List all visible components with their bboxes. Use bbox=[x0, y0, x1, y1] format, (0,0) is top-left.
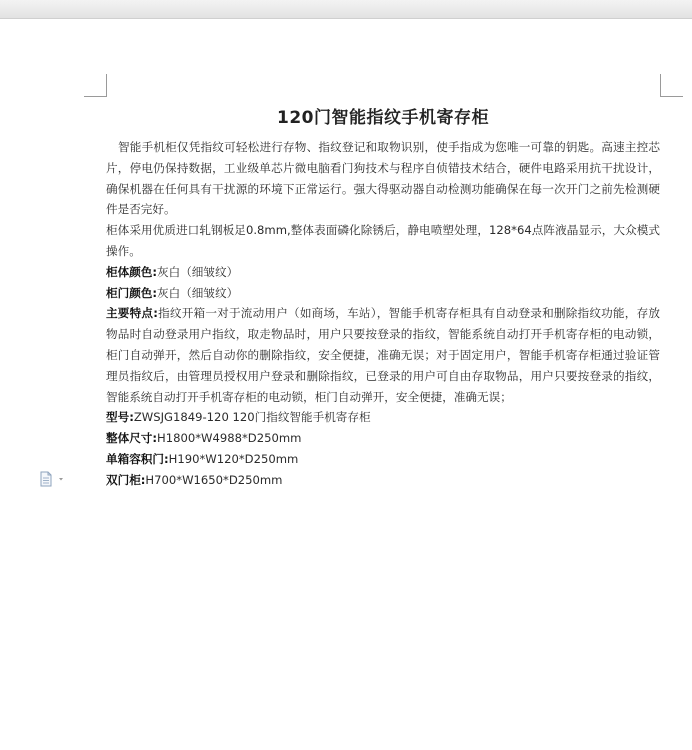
model-line bbox=[106, 407, 660, 428]
top-left-margin-marker bbox=[84, 74, 107, 97]
features-paragraph bbox=[106, 303, 660, 407]
model-value: ZWSJG1849-120 120门指纹智能手机寄存柜 bbox=[133, 410, 371, 425]
features-value: 指纹开箱一对于流动用户（如商场，车站），智能手机寄存柜具有自动登录和删除指纹功能，存放物品时自动登录用户指纹，取走物品时，用户只要按登录的指纹，智能系统自动打开手机寄存柜的电动锁，柜门自动弹开，然后自动你的删除指纹，安全便捷，准确无误；对于固定用户，智能手机寄存柜通过验证管理员指纹后，由管理员授权用户登录和删除指纹，已登录的用户可自由存取物品，用户只要按登录的指纹，智能系统自动打开手机寄存柜的电动锁，柜门自动弹开，安全便捷，准确无误； bbox=[106, 306, 660, 404]
body-color-label: 柜体颜色: bbox=[106, 264, 158, 279]
intro-paragraph: 智能手机柜仅凭指纹可轻松进行存物、指纹登记和取物识别，使手指成为您唯一可靠的钥匙。高速主控芯片，停电仍保持数据，工业级单芯片微电脑看门狗技术与程序自侦错技术结合，硬件电路采用抗干扰设计，确保机器在任何具有干扰源的环境下正常运行。强大得驱动器自动检测功能确保在每一次开门之前先检测硬件是否完好。 bbox=[106, 140, 660, 217]
door-color-value: 灰白（细皱纹） bbox=[157, 285, 239, 300]
door-color-label: 柜门颜色: bbox=[106, 285, 158, 300]
features-label: 主要特点: bbox=[106, 306, 158, 321]
door-color-line bbox=[106, 283, 660, 304]
document-options-icon[interactable] bbox=[40, 471, 70, 487]
window-top-bar bbox=[0, 0, 692, 19]
single-door-label: 单箱容积门: bbox=[106, 451, 169, 466]
single-door-line bbox=[106, 449, 660, 470]
double-door-value: H700*W1650*D250mm bbox=[145, 472, 283, 487]
cabinet-body-paragraph: 柜体采用优质进口轧钢板足0.8mm,整体表面磷化除锈后，静电喷塑处理，128*64点阵液晶显示，大众模式操作。 bbox=[106, 223, 660, 258]
body-color-value: 灰白（细皱纹） bbox=[157, 264, 239, 279]
double-door-line bbox=[106, 470, 660, 491]
single-door-value: H190*W120*D250mm bbox=[168, 451, 299, 466]
double-door-label: 双门柜: bbox=[106, 472, 146, 487]
model-label: 型号: bbox=[106, 410, 134, 425]
document-title: 120门智能指纹手机寄存柜 bbox=[277, 108, 489, 128]
size-line bbox=[106, 428, 660, 449]
top-right-margin-marker bbox=[660, 74, 683, 97]
document-body bbox=[106, 137, 660, 491]
size-value: H1800*W4988*D250mm bbox=[157, 431, 302, 446]
size-label: 整体尺寸: bbox=[106, 431, 158, 446]
body-color-line bbox=[106, 262, 660, 283]
